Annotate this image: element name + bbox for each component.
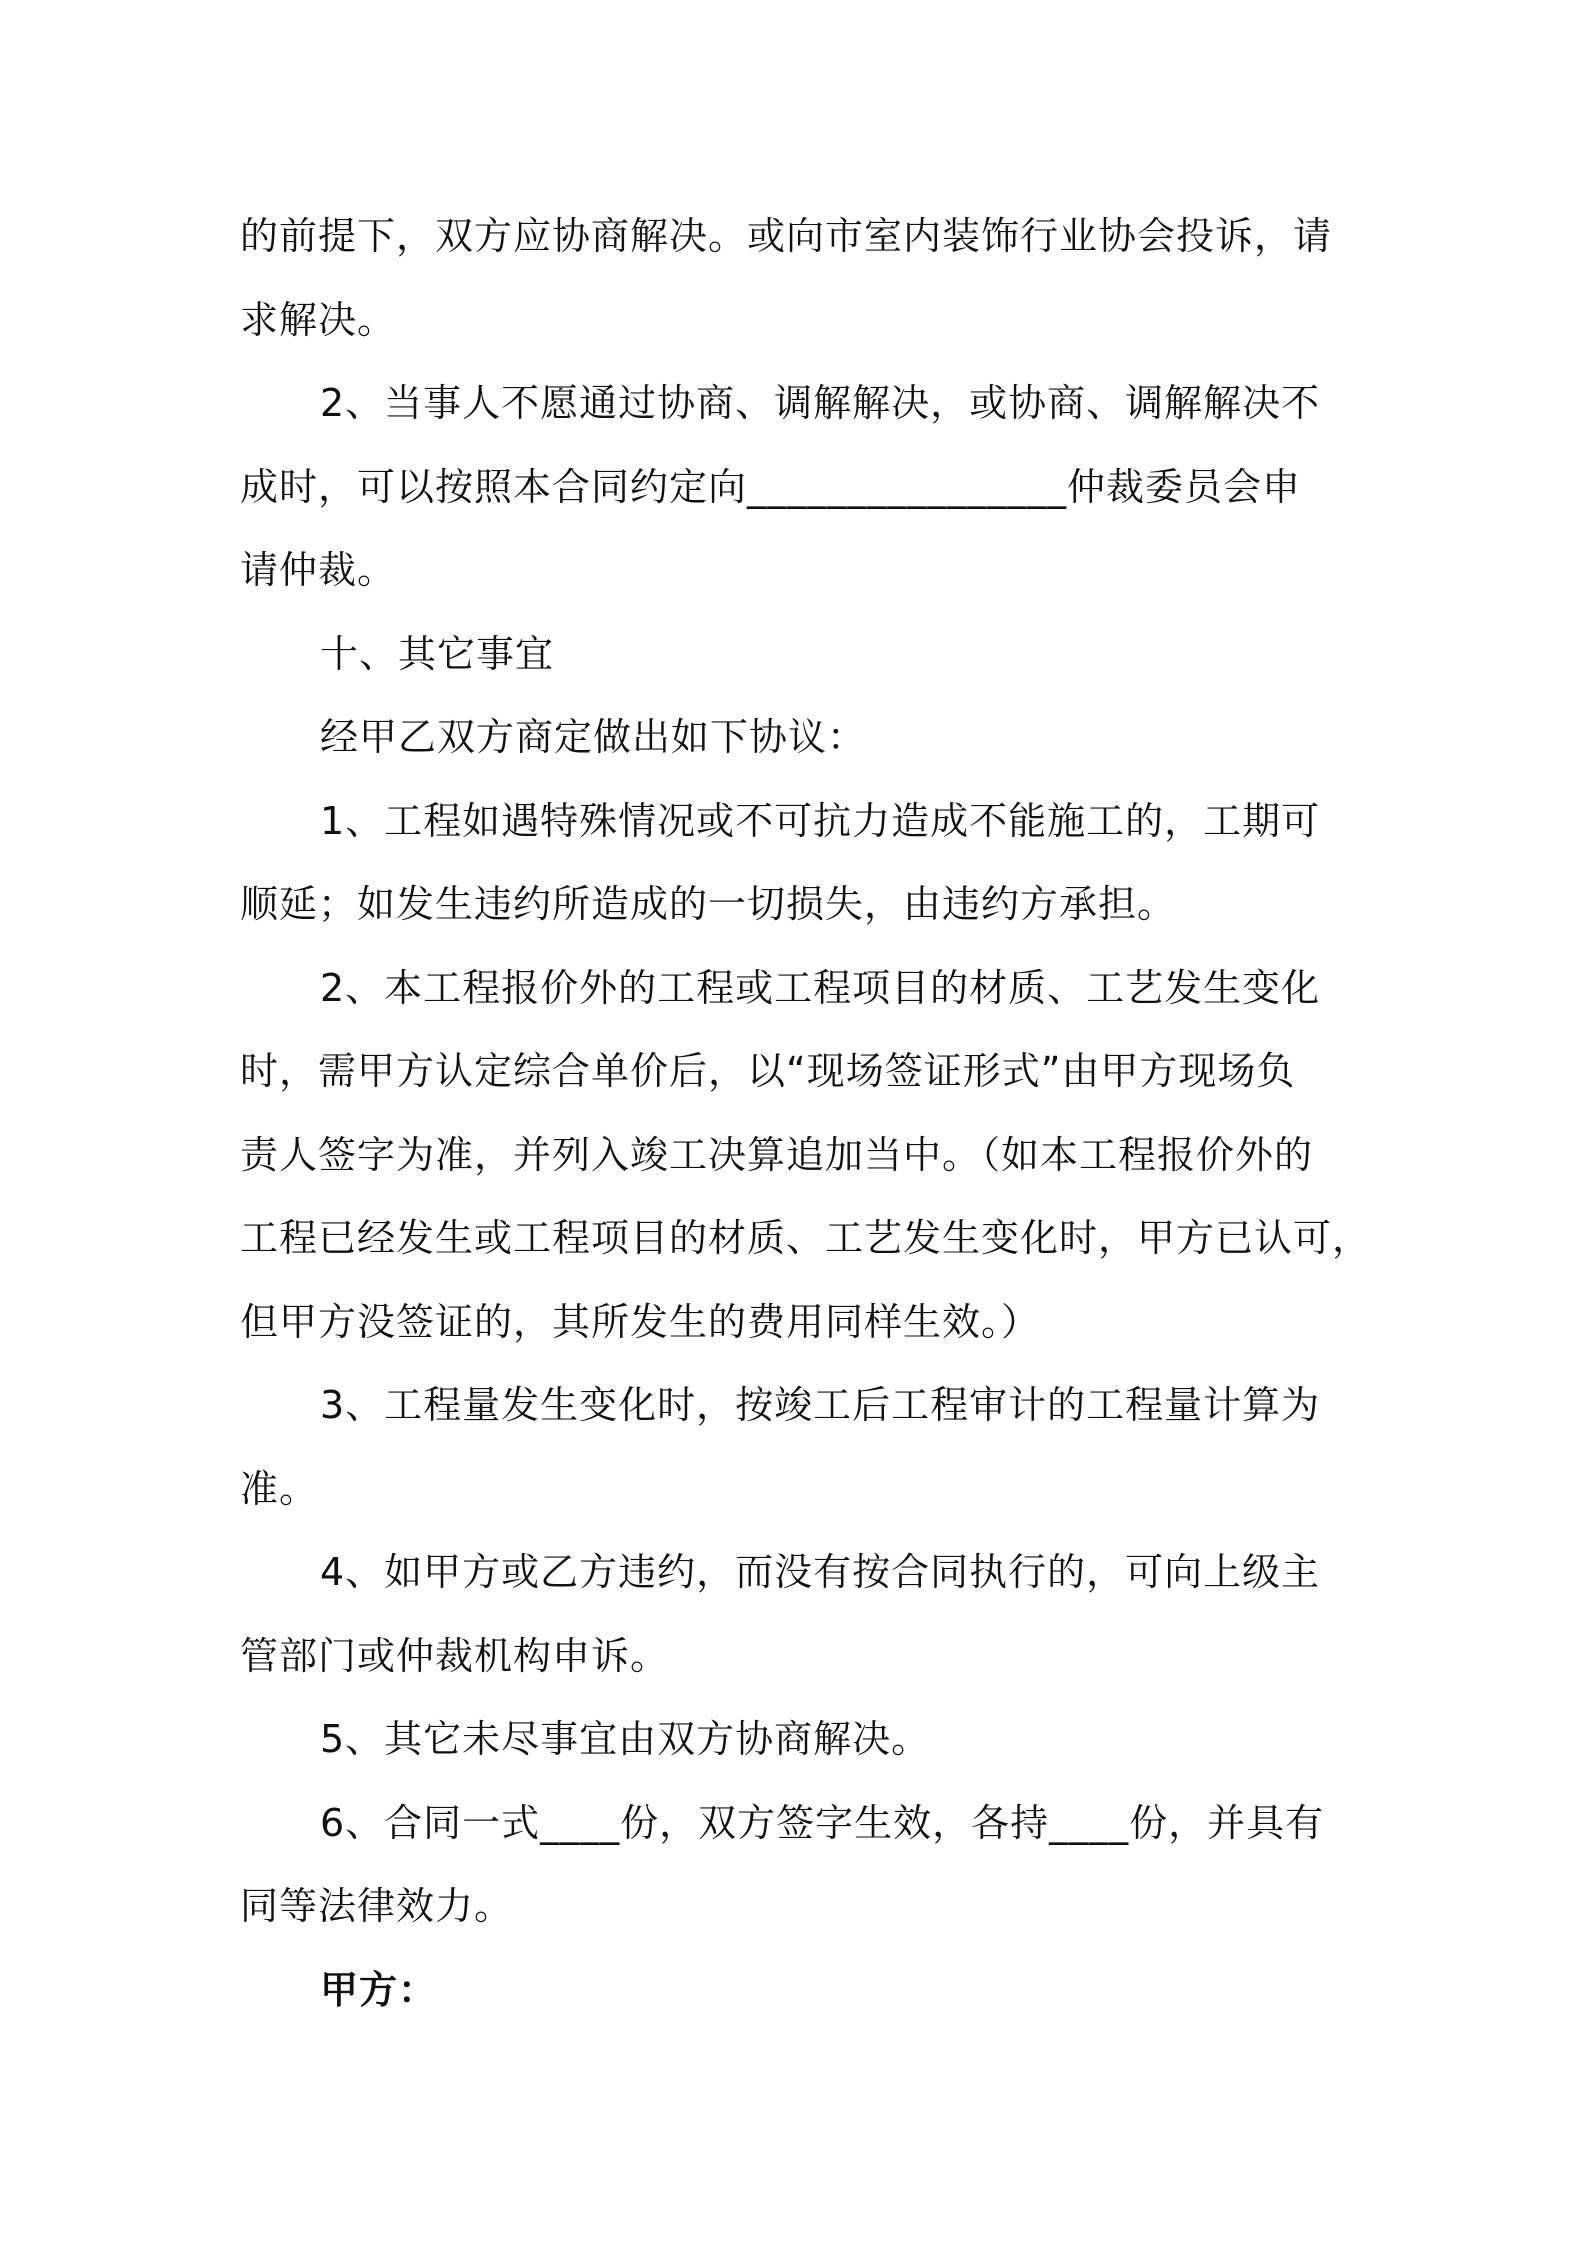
text-line: 时，需甲方认定综合单价后，以“现场签证形式”由甲方现场负: [240, 1049, 1296, 1093]
clause-10-5: 5、其它未尽事宜由双方协商解决。: [320, 1717, 931, 1761]
text-line: 责人签字为准，并列入竣工决算追加当中。（如本工程报价外的: [240, 1132, 1314, 1177]
text-line: 求解决。: [240, 297, 397, 342]
clause-10-6: 6、合同一式____份，双方签字生效，各持____份，并具有: [320, 1800, 1325, 1845]
text-line: 管部门或仲裁机构申诉。: [240, 1633, 670, 1678]
clause-9-2: 2、当事人不愿通过协商、调解解决，或协商、调解解决不: [320, 381, 1321, 425]
clause-10-4: 4、如甲方或乙方违约，而没有按合同执行的，可向上级主: [320, 1550, 1321, 1594]
section-heading-10: 十、其它事宜: [320, 631, 555, 676]
contract-text: [240, 195, 1372, 2032]
clause-10-3: 3、工程量发生变化时，按竣工后工程审计的工程量计算为: [320, 1383, 1321, 1427]
section-intro: 经甲乙双方商定做出如下协议：: [320, 715, 867, 759]
text-line: 但甲方没签证的，其所发生的费用同样生效。）: [240, 1299, 1041, 1344]
text-line: 准。: [240, 1466, 319, 1511]
text-line: 的前提下，双方应协商解决。或向市室内装饰行业协会投诉，请: [240, 214, 1333, 258]
clause-10-1: 1、工程如遇特殊情况或不可抗力造成不能施工的，工期可: [320, 798, 1321, 843]
text-line: 工程已经发生或工程项目的材质、工艺发生变化时，甲方已认可，: [240, 1216, 1372, 1260]
text-line: 请仲裁。: [240, 548, 397, 592]
text-line: 顺延；如发生违约所造成的一切损失，由违约方承担。: [240, 882, 1177, 926]
text-line: 成时，可以按照本合同约定向________________仲裁委员会申: [240, 464, 1302, 509]
text-line: 同等法律效力。: [240, 1884, 514, 1928]
clause-10-2: 2、本工程报价外的工程或工程项目的材质、工艺发生变化: [320, 965, 1321, 1010]
party-a-signature-label: 甲方：: [320, 1967, 438, 2012]
